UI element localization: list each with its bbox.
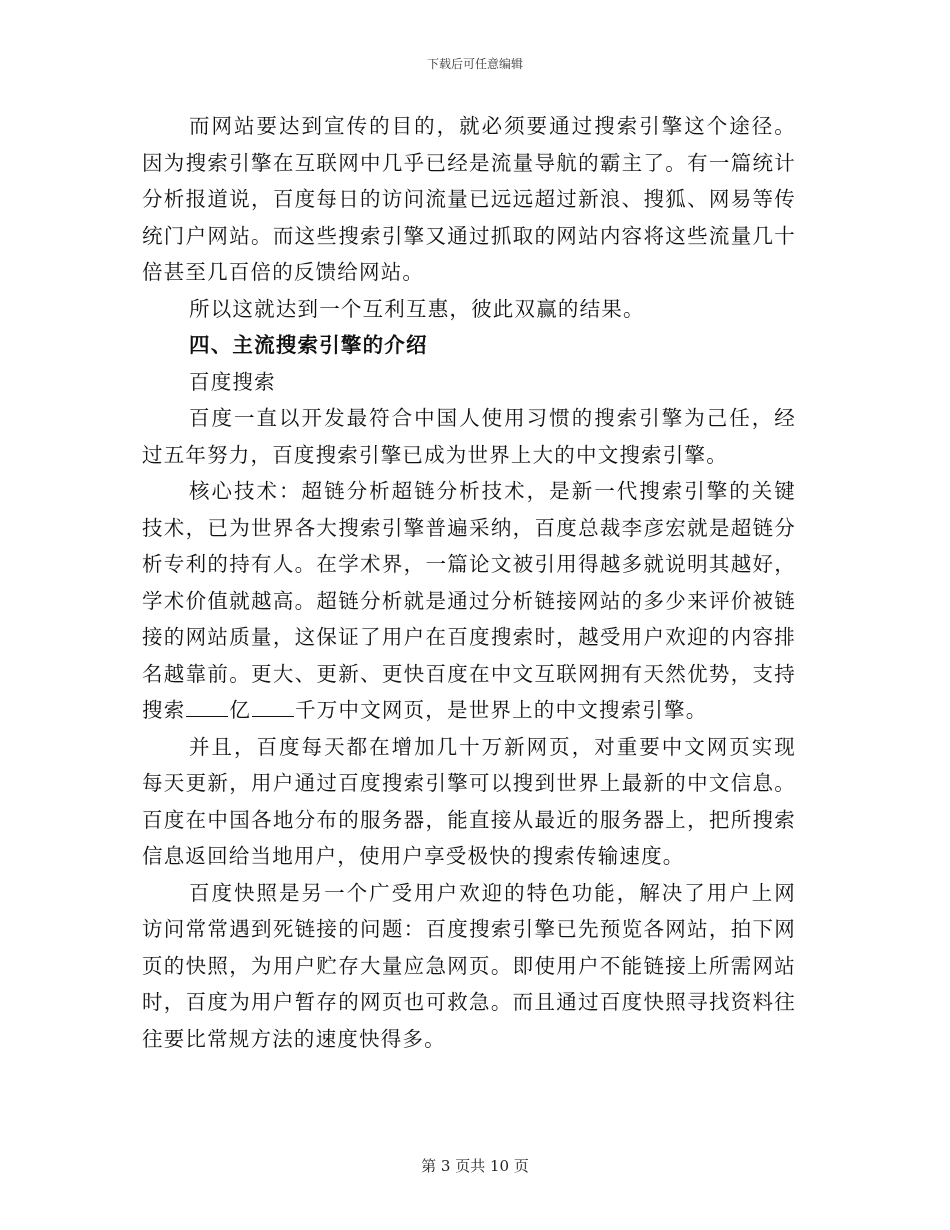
paragraph-daily-update: 并且，百度每天都在增加几十万新网页，对重要中文网页实现每天更新，用户通过百度搜索引擎可以搜到世界上最新的中文信息。百度在中国各地分布的服务器，能直接从最近的服务器上，把所搜索信息返回给当地用户，使用户享受极快的搜索传输速度。 — [142, 734, 796, 868]
core-tech-text-b: 亿 — [229, 698, 252, 722]
paragraph-win-win: 所以这就达到一个互利互惠，彼此双赢的结果。 — [189, 296, 645, 321]
paragraph-snapshot: 百度快照是另一个广受用户欢迎的特色功能，解决了用户上网访问常常遇到死链接的问题：百度搜索引擎已先预览各网站，拍下网页的快照，为用户贮存大量应急网页。即使用户不能链接上所需网站时，百度为用户暂存的网页也可救急。而且通过百度快照寻找资料往往要比常规方法的速度快得多。 — [142, 880, 796, 1051]
blank-line-2 — [252, 694, 294, 717]
document-body — [142, 108, 796, 1057]
blank-line-1 — [186, 694, 228, 717]
core-tech-text-c: 千万中文网页，是世界上的中文搜索引擎。 — [295, 698, 708, 722]
subheading-baidu: 百度搜索 — [189, 369, 276, 394]
paragraph-core-tech — [142, 473, 796, 729]
paragraph-promotion: 而网站要达到宣传的目的，就必须要通过搜索引擎这个途径。因为搜索引擎在互联网中几乎已经是流量导航的霸主了。有一篇统计分析报道说，百度每日的访问流量已远远超过新浪、搜狐、网易等传统门户网站。而这些搜索引擎又通过抓取的网站内容将这些流量几十倍甚至几百倍的反馈给网站。 — [142, 114, 796, 284]
core-tech-text-a: 核心技术：超链分析超链分析技术，是新一代搜索引擎的关键技术，已为世界各大搜索引擎普遍采纳，百度总裁李彦宏就是超链分析专利的持有人。在学术界，一篇论文被引用得越多就说明其越好，学术价值就越高。超链分析就是通过分析链接网站的多少来评价被链接的网站质量，这保证了用户在百度搜索时，越受用户欢迎的内容排名越靠前。更大、更新、更快百度在中文互联网拥有天然优势，支持搜索 — [142, 479, 796, 722]
section-heading: 四、主流搜索引擎的介绍 — [189, 333, 428, 357]
header-note: 下载后可任意编辑 — [426, 57, 523, 71]
paragraph-baidu-intro: 百度一直以开发最符合中国人使用习惯的搜索引擎为己任，经过五年努力，百度搜索引擎已成为世界上大的中文搜索引擎。 — [142, 406, 796, 467]
page-number: 第 3 页共 10 页 — [421, 1157, 529, 1175]
